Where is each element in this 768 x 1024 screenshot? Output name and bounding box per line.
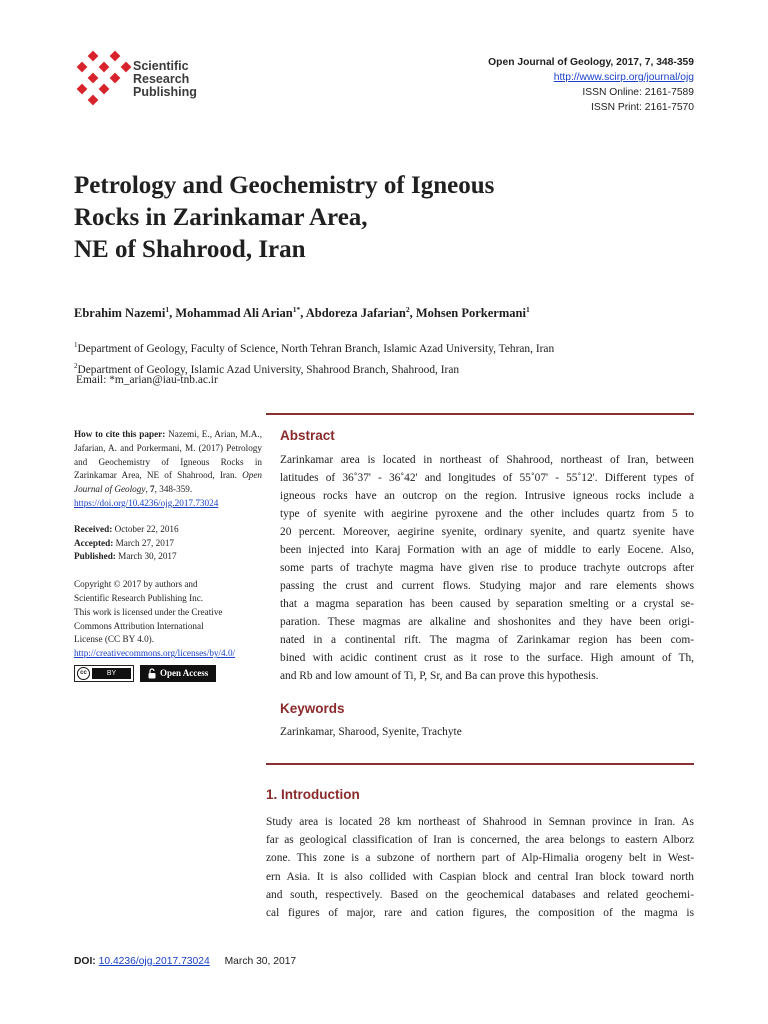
article-dates <box>74 523 262 564</box>
author-separator: , <box>300 306 306 320</box>
author-name: Abdoreza Jafarian <box>305 306 406 320</box>
citation-label: How to cite this paper: <box>74 429 166 439</box>
by-icon: BY <box>92 668 131 679</box>
logo-diamond <box>88 73 99 84</box>
footer-date: March 30, 2017 <box>224 956 297 967</box>
title-line: Rocks in Zarinkamar Area, <box>74 204 368 231</box>
journal-info <box>488 55 694 115</box>
citation-pages: , 348-359. <box>154 484 193 495</box>
publisher-name-line: Publishing <box>133 85 197 99</box>
received-date: October 22, 2016 <box>112 523 179 534</box>
logo-diamond <box>99 84 110 95</box>
affiliation <box>74 337 554 358</box>
abstract-line: been injected into Karaj Formation with an age of middle to early Eocene. Also, <box>280 544 694 556</box>
cc-icon: cc <box>77 667 90 680</box>
article-info-sidebar <box>74 428 262 682</box>
published-label: Published: <box>74 551 116 562</box>
author-name: Mohsen Porkermani <box>415 306 526 320</box>
abstract-line: type of syenite with aegirine pyroxene and the other includes quartz from 5 to <box>280 508 694 520</box>
abstract-line: some parts of trachyte magma have given rise to produce trachyte outcrops after <box>280 562 694 574</box>
author-affiliation-mark: 1* <box>292 305 301 314</box>
section-divider <box>266 763 694 765</box>
title-line: Petrology and Geochemistry of Igneous <box>74 172 495 199</box>
publisher-logo <box>74 48 202 118</box>
open-access-label: Open Access <box>160 667 209 678</box>
publisher-name-line: Scientific <box>133 59 189 73</box>
abstract-line: that a magma separation has been caused by separation smelting or a crystal se- <box>280 598 694 610</box>
affiliation-list <box>74 337 554 379</box>
footer-doi-link[interactable]: 10.4236/ojg.2017.73024 <box>98 956 210 967</box>
author-affiliation-mark: 2 <box>405 305 410 314</box>
copyright-line: Copyright © 2017 by authors and <box>74 579 198 590</box>
citation-block <box>74 428 262 511</box>
published-date: March 30, 2017 <box>115 551 177 562</box>
footer-doi-label: DOI: <box>74 956 96 967</box>
introduction-line: Study area is located 28 km northeast of Shahrood in Semnan province in Iran. As <box>266 816 694 828</box>
accepted-label: Accepted: <box>74 537 114 548</box>
citation-volume: 7 <box>150 484 155 495</box>
copyright-line: License (CC BY 4.0). <box>74 634 155 645</box>
introduction-line: zone. This zone is a subzone of northern part of Alp-Himalia orogeny belt in West- <box>266 852 694 865</box>
logo-diamond <box>110 73 121 84</box>
abstract-line: bined with acidic continent crust as it rose to the surface. High amount of Th, <box>280 652 694 664</box>
accepted-date: March 27, 2017 <box>113 537 175 548</box>
abstract-line: and Rb and low amount of Ti, P, Sr, and Ba can prove this hypothesis. <box>280 670 599 682</box>
paper-title <box>74 170 634 266</box>
introduction-line: far as geological classification of Iran is concerned, the area belongs to eastern Alborz <box>266 834 694 847</box>
author-name: Ebrahim Nazemi <box>74 306 166 320</box>
journal-name: Open Journal of Geology, 2017, 7, 348-359 <box>488 57 694 68</box>
publisher-name-line: Research <box>133 72 190 86</box>
abstract-line: igneous rocks have an outcrop on the region. Intrusive igneous rocks include a <box>280 490 694 502</box>
section-divider <box>266 413 694 415</box>
logo-diamond <box>121 62 132 73</box>
issn-print: ISSN Print: 2161-7570 <box>590 102 694 113</box>
introduction-body <box>266 813 694 922</box>
publisher-logo-icon <box>74 48 134 112</box>
citation-comma: , <box>145 484 151 495</box>
title-line: NE of Shahrood, Iran <box>74 236 306 263</box>
logo-diamond <box>77 62 88 73</box>
logo-diamond <box>77 84 88 95</box>
author-list <box>74 305 530 321</box>
affiliation-text: Department of Geology, Islamic Azad University, Shahrood Branch, Shahrood, Iran <box>77 364 460 376</box>
affiliation-text: Department of Geology, Faculty of Science, North Tehran Branch, Islamic Azad University, Tehran, Iran <box>77 343 555 355</box>
corresponding-email: Email: *m_arian@iau-tnb.ac.ir <box>76 374 218 386</box>
abstract-line: Zarinkamar area is located in northeast of Shahrood, northeast of Iran, between <box>280 454 694 466</box>
license-badges <box>74 665 262 682</box>
citation-text: Nazemi, E., Arian, M.A., Jafarian, A. and Porkermani, M. (2017) Petrology and Geochemistry of Igneous Rocks in Zarinkamar Area, NE of Shahrood, Iran. <box>74 429 262 481</box>
journal-url-link[interactable]: http://www.scirp.org/journal/ojg <box>553 72 694 83</box>
cc-by-badge-icon[interactable] <box>74 665 134 682</box>
introduction-line: ern Asia. It is also collided with Caspian block and central Iran block toward north <box>266 870 694 883</box>
abstract-body <box>280 451 694 685</box>
author-separator: , <box>169 306 176 320</box>
introduction-line: cal figures of major, rare and cation figures, the composition of the magma is <box>266 907 694 920</box>
publisher-name <box>133 60 197 99</box>
author-separator: , <box>409 306 416 320</box>
keywords-heading: Keywords <box>280 701 345 716</box>
copyright-line: Scientific Research Publishing Inc. <box>74 592 204 603</box>
abstract-line: nated in a continental rift. The magma of Zarinkamar region has been com- <box>280 634 694 646</box>
affiliation-mark: 1 <box>74 341 78 349</box>
copyright-line: This work is licensed under the Creative <box>74 606 223 617</box>
citation-doi-link[interactable]: https://doi.org/10.4236/ojg.2017.73024 <box>74 497 219 508</box>
logo-diamond <box>99 62 110 73</box>
copyright-block <box>74 578 262 661</box>
author-affiliation-mark: 1 <box>525 305 530 314</box>
introduction-heading: 1. Introduction <box>266 787 360 802</box>
issn-online: ISSN Online: 2161-7589 <box>582 87 694 98</box>
introduction-line: and south, respectively. Based on the geochemical databases and related geochemi- <box>266 888 694 901</box>
author-name: Mohammad Ali Arian <box>175 306 293 320</box>
open-lock-icon <box>148 668 156 679</box>
abstract-line: latitudes of 36˚37' - 36˚42' and longitudes of 55˚07' - 55˚12'. Different types of <box>280 472 694 484</box>
logo-diamond <box>88 51 99 62</box>
abstract-line: passing the crust and current flows. Studying major and rare elements shows <box>280 580 694 592</box>
copyright-line: Commons Attribution International <box>74 620 204 631</box>
logo-diamond <box>88 95 99 106</box>
received-label: Received: <box>74 523 113 534</box>
keywords-list: Zarinkamar, Sharood, Syenite, Trachyte <box>280 726 462 738</box>
license-link[interactable]: http://creativecommons.org/licenses/by/4.0/ <box>74 648 236 659</box>
abstract-line: paration. These magmas are alkaline and shoshonites and they have been origi- <box>280 616 694 628</box>
author-affiliation-mark: 1 <box>165 305 170 314</box>
citation-journal: Open Journal of Geology <box>74 470 262 495</box>
logo-diamond <box>110 51 121 62</box>
abstract-line: 20 percent. Moreover, aegirine syenite, ordinary syenite, and quartz syenite have <box>280 526 694 538</box>
open-access-badge <box>140 665 216 682</box>
affiliation-mark: 2 <box>74 362 78 370</box>
abstract-heading: Abstract <box>280 428 335 443</box>
page-footer <box>74 956 296 967</box>
